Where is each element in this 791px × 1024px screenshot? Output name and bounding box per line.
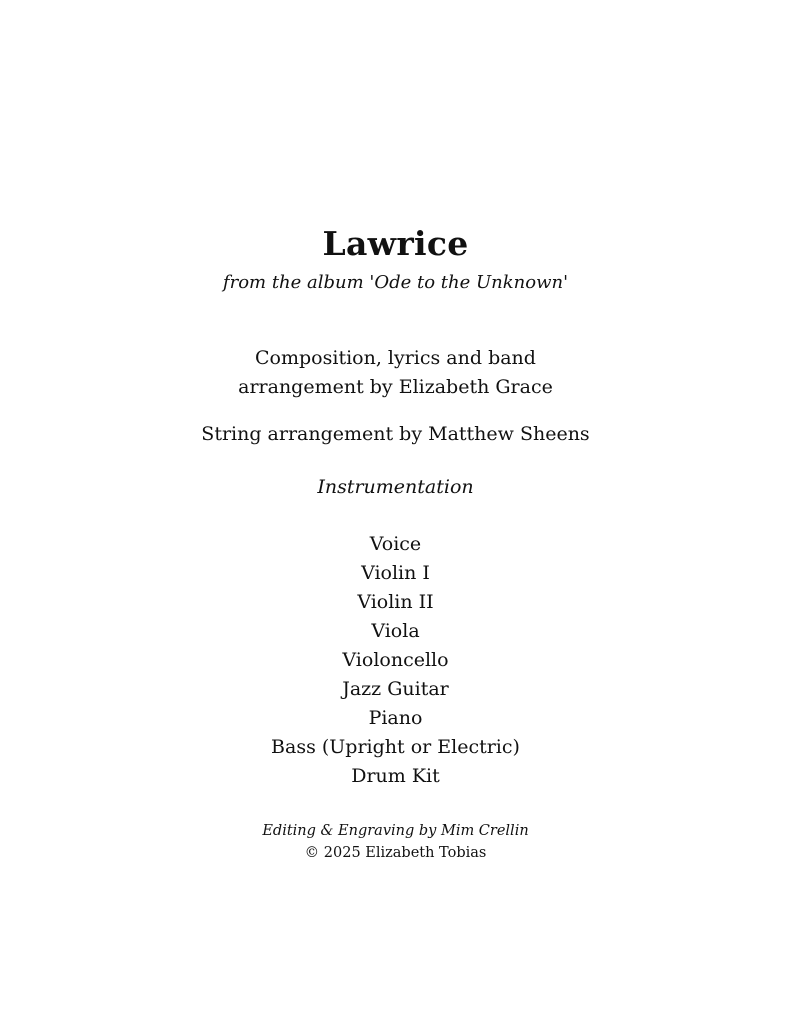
composition-credit <box>0 344 791 402</box>
editing-credit: Editing & Engraving by Mim Crellin <box>262 823 529 839</box>
instrument-item: Violoncello <box>342 649 449 671</box>
instrument-item: Viola <box>371 620 420 642</box>
instrumentation-heading: Instrumentation <box>317 476 474 498</box>
composition-credit-line-1: Composition, lyrics and band <box>255 347 536 369</box>
instrument-item: Jazz Guitar <box>342 678 449 700</box>
instrument-list <box>0 530 791 791</box>
instrument-item: Drum Kit <box>351 765 440 787</box>
piece-title: Lawrice <box>322 224 469 263</box>
instrument-item: Voice <box>369 533 422 555</box>
string-arrangement-credit: String arrangement by Matthew Sheens <box>201 423 590 445</box>
album-subtitle: from the album 'Ode to the Unknown' <box>222 272 569 293</box>
instrument-item: Bass (Upright or Electric) <box>271 736 520 758</box>
copyright-notice: © 2025 Elizabeth Tobias <box>304 845 487 861</box>
instrument-item: Violin I <box>361 562 430 584</box>
composition-credit-line-2: arrangement by Elizabeth Grace <box>238 376 553 398</box>
instrument-item: Violin II <box>357 591 434 613</box>
instrument-item: Piano <box>368 707 423 729</box>
